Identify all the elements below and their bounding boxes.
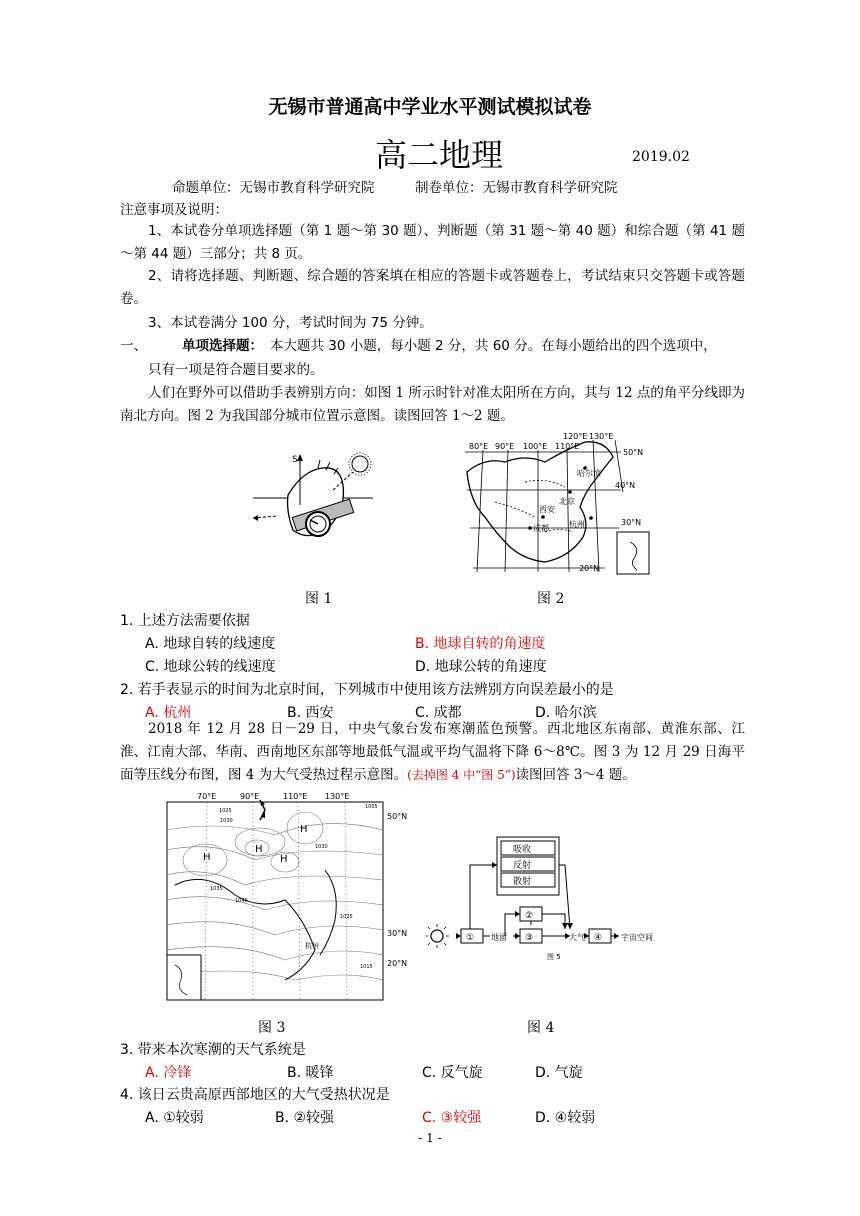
passage-2-editor-note: (去掉图 4 中“图 5”) <box>407 768 516 782</box>
fig4-node-2: ② <box>525 911 534 921</box>
fig3-lon-1: 90°E <box>240 792 260 801</box>
fig2-city-chengdu: 成都 <box>533 524 549 533</box>
figure-2-caption: 图 2 <box>537 591 565 607</box>
exam-date: 2019.02 <box>632 149 690 165</box>
q1-option-a: A. 地球自转的线速度 <box>145 636 276 652</box>
figure-1-watch <box>248 450 388 550</box>
fig3-lat-2: 20°N <box>387 959 408 968</box>
q2-option-a-answer: A. 杭州 <box>145 705 192 721</box>
passage-2-tail: 读图回答 3～4 题。 <box>515 767 636 783</box>
section-text-1: 本大题共 30 小题，每小题 2 分，共 60 分。在每小题给出的四个选项中， <box>270 338 717 354</box>
fig3-high-1: H <box>255 844 263 855</box>
exam-units: 命题单位：无锡市教育科学研究院 制卷单位：无锡市教育科学研究院 <box>172 180 618 196</box>
fig3-isobar-7: 1015 <box>360 964 373 970</box>
figure-4-diagram <box>425 835 675 965</box>
fig4-box-absorb: 吸收 <box>513 845 532 855</box>
figure-3-isobar-map <box>165 790 415 1005</box>
figure-4-caption: 图 4 <box>527 1020 555 1036</box>
q1-option-b-answer: B. 地球自转的角速度 <box>415 636 546 652</box>
fig4-atmosphere: 大气 <box>569 933 585 942</box>
exam-title: 无锡市普通高中学业水平测试模拟试卷 <box>268 96 592 118</box>
fig3-lon-3: 130°E <box>325 792 350 801</box>
fig2-lat-3: 20°N <box>579 564 600 573</box>
fig4-box-reflect: 反射 <box>513 861 532 871</box>
fig3-isobar-0: 1025 <box>219 808 232 814</box>
fig2-lon-4: 120°E <box>563 432 588 441</box>
fig4-space: 宇宙空间 <box>621 933 653 942</box>
fig3-lon-0: 70°E <box>197 792 217 801</box>
fig2-lat-2: 30°N <box>621 518 642 527</box>
q3-option-b: B. 暖锋 <box>287 1065 334 1081</box>
q2-option-d: D. 哈尔滨 <box>535 705 597 721</box>
q4-option-b: B. ②较强 <box>275 1110 335 1126</box>
notes-heading: 注意事项及说明： <box>120 202 228 218</box>
figure-2-map <box>455 432 665 582</box>
note-1: 1、本试卷分单项选择题（第 1 题～第 30 题）、判断题（第 31 题～第 40 题）和综合题（第 41 题～第 44 题）三部分；共 8 页。 <box>120 223 745 262</box>
fig2-lat-0: 50°N <box>623 448 644 457</box>
q3-stem: 3. 带来本次寒潮的天气系统是 <box>120 1042 306 1058</box>
q2-option-b: B. 西安 <box>287 705 334 721</box>
fig2-city-harbin: 哈尔滨 <box>577 469 601 478</box>
fig4-box-scatter: 散射 <box>513 877 532 887</box>
passage-2 <box>120 718 745 787</box>
q3-option-a-answer: A. 冷锋 <box>145 1065 192 1081</box>
passage-1: 人们在野外可以借助手表辨别方向：如图 1 所示时针对准太阳所在方向，其与 12 点的角平分线即为南北方向。图 2 为我国部分城市位置示意图。读图回答 1～2 题。 <box>120 385 745 424</box>
fig4-node-1: ① <box>466 933 475 943</box>
section-number: 一、 <box>120 338 147 354</box>
fig2-lat-1: 40°N <box>615 481 636 490</box>
figure-3-caption: 图 3 <box>258 1020 286 1036</box>
fig4-inner-label: 图 5 <box>547 953 561 961</box>
q4-stem: 4. 该日云贵高原西部地区的大气受热状况是 <box>120 1087 390 1103</box>
fig2-lon-3: 110°E <box>555 442 580 451</box>
fig2-lon-1: 90°E <box>495 442 515 451</box>
subject-title: 高二地理 <box>375 136 504 174</box>
section-text-2: 只有一项是符合题目要求的。 <box>148 362 324 378</box>
figure-1-caption: 图 1 <box>305 591 333 607</box>
fig3-isobar-3: 1040 <box>235 898 248 904</box>
fig2-lon-5: 130°E <box>589 432 614 441</box>
fig3-high-3: H <box>300 824 308 835</box>
fig1-label-s: S <box>292 455 298 465</box>
fig3-lon-2: 110°E <box>283 792 308 801</box>
fig3-lat-1: 30°N <box>387 929 408 938</box>
q1-stem: 1. 上述方法需要依据 <box>120 613 250 629</box>
fig3-isobar-1: 1030 <box>220 818 233 824</box>
q1-option-d: D. 地球公转的角速度 <box>415 659 547 675</box>
fig3-high-0: H <box>203 852 211 863</box>
fig4-ground: 地面 <box>491 933 507 942</box>
q3-option-c: C. 反气旋 <box>422 1065 483 1081</box>
section-heading: 单项选择题： <box>182 338 263 354</box>
q3-option-d: D. 气旋 <box>535 1065 583 1081</box>
fig2-city-beijing: 北京 <box>559 497 575 506</box>
fig3-lat-0: 50°N <box>387 812 408 821</box>
fig2-city-hangzhou: 杭州 <box>569 520 585 529</box>
fig3-isobar-2: 1035 <box>210 886 223 892</box>
q4-option-c-answer: C. ③较强 <box>422 1110 482 1126</box>
q2-option-c: C. 成都 <box>415 705 462 721</box>
q2-stem: 2. 若手表显示的时间为北京时间，下列城市中使用该方法辨别方向误差最小的是 <box>120 682 614 698</box>
fig3-high-2: H <box>280 854 288 865</box>
fig3-city: 杭州 <box>305 942 319 950</box>
fig4-node-3: ③ <box>525 933 534 943</box>
note-3: 3、本试卷满分 100 分，考试时间为 75 分钟。 <box>148 315 433 331</box>
passage-2-text: 2018 年 12 月 28 日－29 日，中央气象台发布寒潮蓝色预警。西北地区东南部、黄淮东部、江淮、江南大部、华南、西南地区东部等地最低气温或平均气温将下降 6～8℃。图 3 为 12 月 29 日海平面等压线分布图，图 4 为大气受热过程示意图。 <box>120 721 745 783</box>
fig2-city-xian: 西安 <box>539 505 555 514</box>
fig2-lon-0: 80°E <box>469 442 489 451</box>
fig4-node-4: ④ <box>594 933 603 943</box>
q4-option-a: A. ①较弱 <box>145 1110 204 1126</box>
fig3-isobar-4: 1005 <box>365 804 378 810</box>
q4-option-d: D. ④较弱 <box>535 1110 596 1126</box>
fig3-isobar-5: 1025 <box>340 914 353 920</box>
note-2: 2、请将选择题、判断题、综合题的答案填在相应的答题卡或答题卷上，考试结束只交答题卡或答题卷。 <box>120 268 745 307</box>
page-number: - 1 - <box>418 1131 442 1145</box>
fig2-lon-2: 100°E <box>523 442 548 451</box>
fig3-isobar-6: 1030 <box>315 844 328 850</box>
q1-option-c: C. 地球公转的线速度 <box>145 659 276 675</box>
